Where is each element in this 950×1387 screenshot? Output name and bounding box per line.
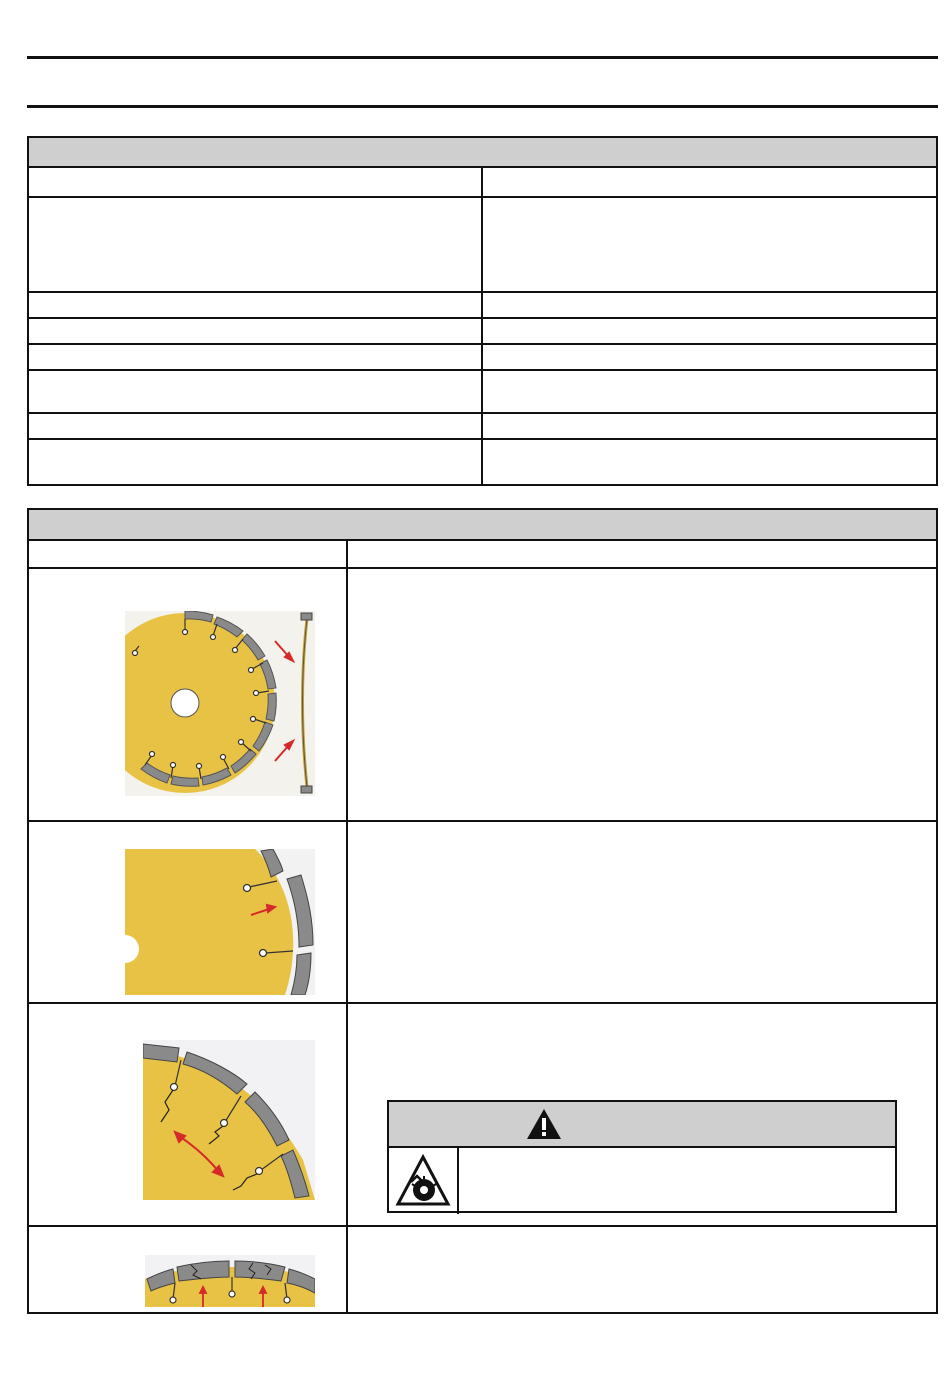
blade-table-header	[29, 510, 936, 541]
blade-table-column-row	[29, 541, 936, 569]
table-row	[29, 319, 936, 345]
top-rule	[27, 56, 938, 59]
warning-header	[389, 1102, 895, 1148]
cracked-segments-figure	[145, 1255, 315, 1307]
table-row	[29, 414, 936, 440]
lost-segment-figure	[125, 849, 315, 995]
table-row	[29, 440, 936, 484]
rotating-blade-hazard-icon	[395, 1154, 451, 1208]
troubleshooting-table-header	[29, 138, 936, 168]
table-row	[29, 569, 936, 822]
cracked-core-figure	[143, 1040, 315, 1200]
table-row	[29, 371, 936, 414]
table-row	[29, 198, 936, 293]
table-row	[29, 168, 936, 198]
warped-blade-figure	[125, 611, 315, 796]
table-row	[29, 1227, 936, 1313]
warning-box	[387, 1100, 897, 1213]
table-row	[29, 822, 936, 1004]
troubleshooting-table	[27, 136, 938, 486]
table-row	[29, 345, 936, 371]
table-row	[29, 293, 936, 319]
warning-body	[389, 1148, 895, 1214]
warning-triangle-icon	[525, 1107, 563, 1141]
section-rule	[27, 105, 938, 108]
